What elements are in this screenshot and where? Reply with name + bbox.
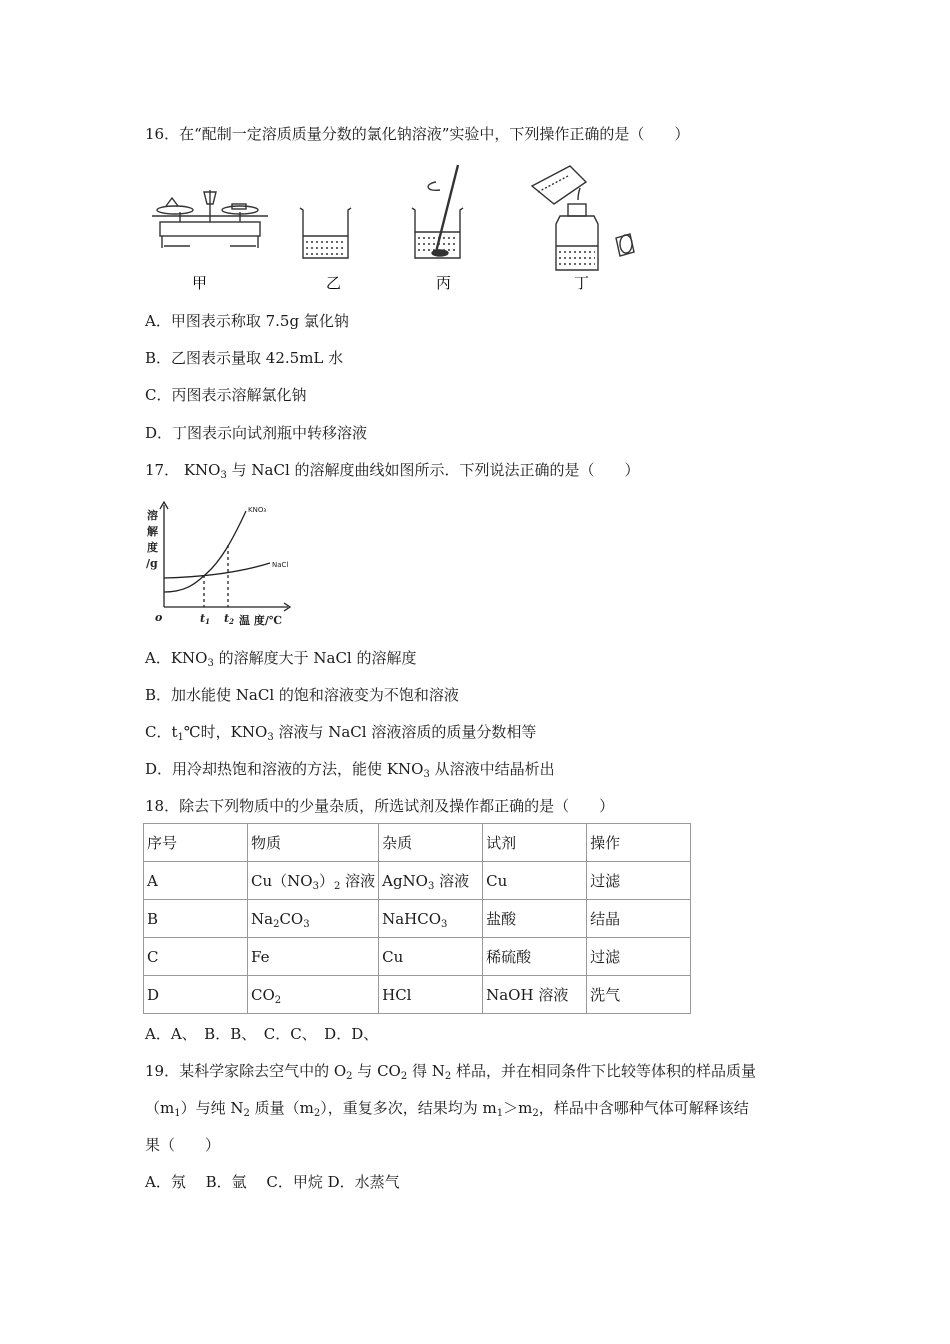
q19-stem-line3: 果（ ）	[145, 1136, 221, 1154]
table-header-row	[144, 824, 691, 862]
row-operation: 过滤	[587, 862, 691, 900]
row-id: B	[144, 900, 248, 938]
origin-label: o	[155, 611, 163, 624]
q16-option-d: D．丁图表示向试剂瓶中转移溶液	[145, 424, 368, 442]
q17-option-a: A．$KNO_3$ 的溶解度大于 NaCl 的溶解度	[145, 649, 417, 669]
q18-stem: 18．除去下列物质中的少量杂质，所选试剂及操作都正确的是（ ）	[145, 797, 615, 815]
row-id: D	[144, 976, 248, 1014]
row-id: C	[144, 938, 248, 976]
q16-option-b: B．乙图表示量取 42.5mL 水	[145, 349, 344, 367]
q19-options: A．氖 B．氩 C．甲烷 D．水蒸气	[145, 1173, 400, 1191]
fig-label-bing: 丙	[436, 274, 452, 292]
row-impurity: HCl	[379, 976, 483, 1014]
fig-label-ding: 丁	[574, 274, 590, 292]
q19-stem-line1: 19．某科学家除去空气中的 $O_2$ 与 $CO_2$ 得 $N_2$ 样品，并在相同条件下比较等体积的样品质量	[145, 1062, 757, 1082]
row-operation: 过滤	[587, 938, 691, 976]
t1-label: t1	[200, 612, 210, 626]
row-substance: Fe	[248, 938, 379, 976]
row-substance: $CO_2$	[248, 976, 379, 1014]
y-label-2: 解	[147, 525, 158, 538]
y-label-4: /g	[146, 557, 158, 570]
table-row	[144, 938, 691, 976]
header-cell: 操作	[587, 824, 691, 862]
fig-label-jia: 甲	[192, 274, 208, 292]
q17-option-d: D．用冷却热饱和溶液的方法，能使 $KNO_3$ 从溶液中结晶析出	[145, 760, 555, 780]
nacl-curve	[164, 563, 270, 578]
row-operation: 洗气	[587, 976, 691, 1014]
y-label-1: 溶	[147, 509, 158, 522]
solubility-graph	[143, 497, 298, 630]
row-substance: $Na_2CO_3$	[248, 900, 379, 938]
row-impurity: NaHCO$_3$	[379, 900, 483, 938]
q16-stem: 16．在“配制一定溶质质量分数的氯化钠溶液”实验中，下列操作正确的是（ ）	[145, 125, 690, 143]
q16-option-c: C．丙图表示溶解氯化钠	[145, 386, 307, 404]
q17-option-c: C．$t_1℃$时，$KNO_3$ 溶液与 NaCl 溶液溶质的质量分数相等	[145, 723, 537, 743]
row-reagent: Cu	[483, 862, 587, 900]
fig-label-yi: 乙	[326, 274, 342, 292]
q16-figure	[140, 160, 640, 300]
header-cell: 物质	[248, 824, 379, 862]
row-reagent: 稀硫酸	[483, 938, 587, 976]
nacl-curve-label: NaCl	[272, 561, 289, 569]
header-cell: 杂质	[379, 824, 483, 862]
table-row	[144, 862, 691, 900]
q17-option-b: B．加水能使 NaCl 的饱和溶液变为不饱和溶液	[145, 686, 459, 704]
table-row	[144, 976, 691, 1014]
header-cell: 试剂	[483, 824, 587, 862]
q18-answer-options: A．A、 B．B、 C．C、 D．D、	[145, 1025, 379, 1043]
row-substance: $Cu(NO_3)_2$ 溶液	[248, 862, 379, 900]
q18-table	[143, 823, 691, 1014]
row-operation: 结晶	[587, 900, 691, 938]
q17-stem: 17． $KNO_3$ 与 NaCl 的溶解度曲线如图所示．下列说法正确的是（ ）	[145, 461, 640, 481]
header-cell: 序号	[144, 824, 248, 862]
q16-option-a: A．甲图表示称取 7.5g 氯化钠	[145, 312, 349, 330]
kno3-curve	[164, 511, 246, 592]
table-row	[144, 900, 691, 938]
y-label-3: 度	[147, 541, 158, 554]
row-reagent: 盐酸	[483, 900, 587, 938]
kno3-curve-label: KNO₃	[248, 506, 267, 514]
row-impurity: AgNO$_3$ 溶液	[379, 862, 483, 900]
row-id: A	[144, 862, 248, 900]
t2-label: t2	[224, 612, 234, 626]
row-reagent: NaOH 溶液	[483, 976, 587, 1014]
q19-stem-line2: $(m_1)$与纯 $N_2$ 质量$(m_2)$，重复多次，结果均为 $m_1>m_2$，样品中含哪种气体可解释该结	[145, 1099, 749, 1119]
x-label: 温 度/℃	[239, 614, 283, 627]
row-impurity: Cu	[379, 938, 483, 976]
